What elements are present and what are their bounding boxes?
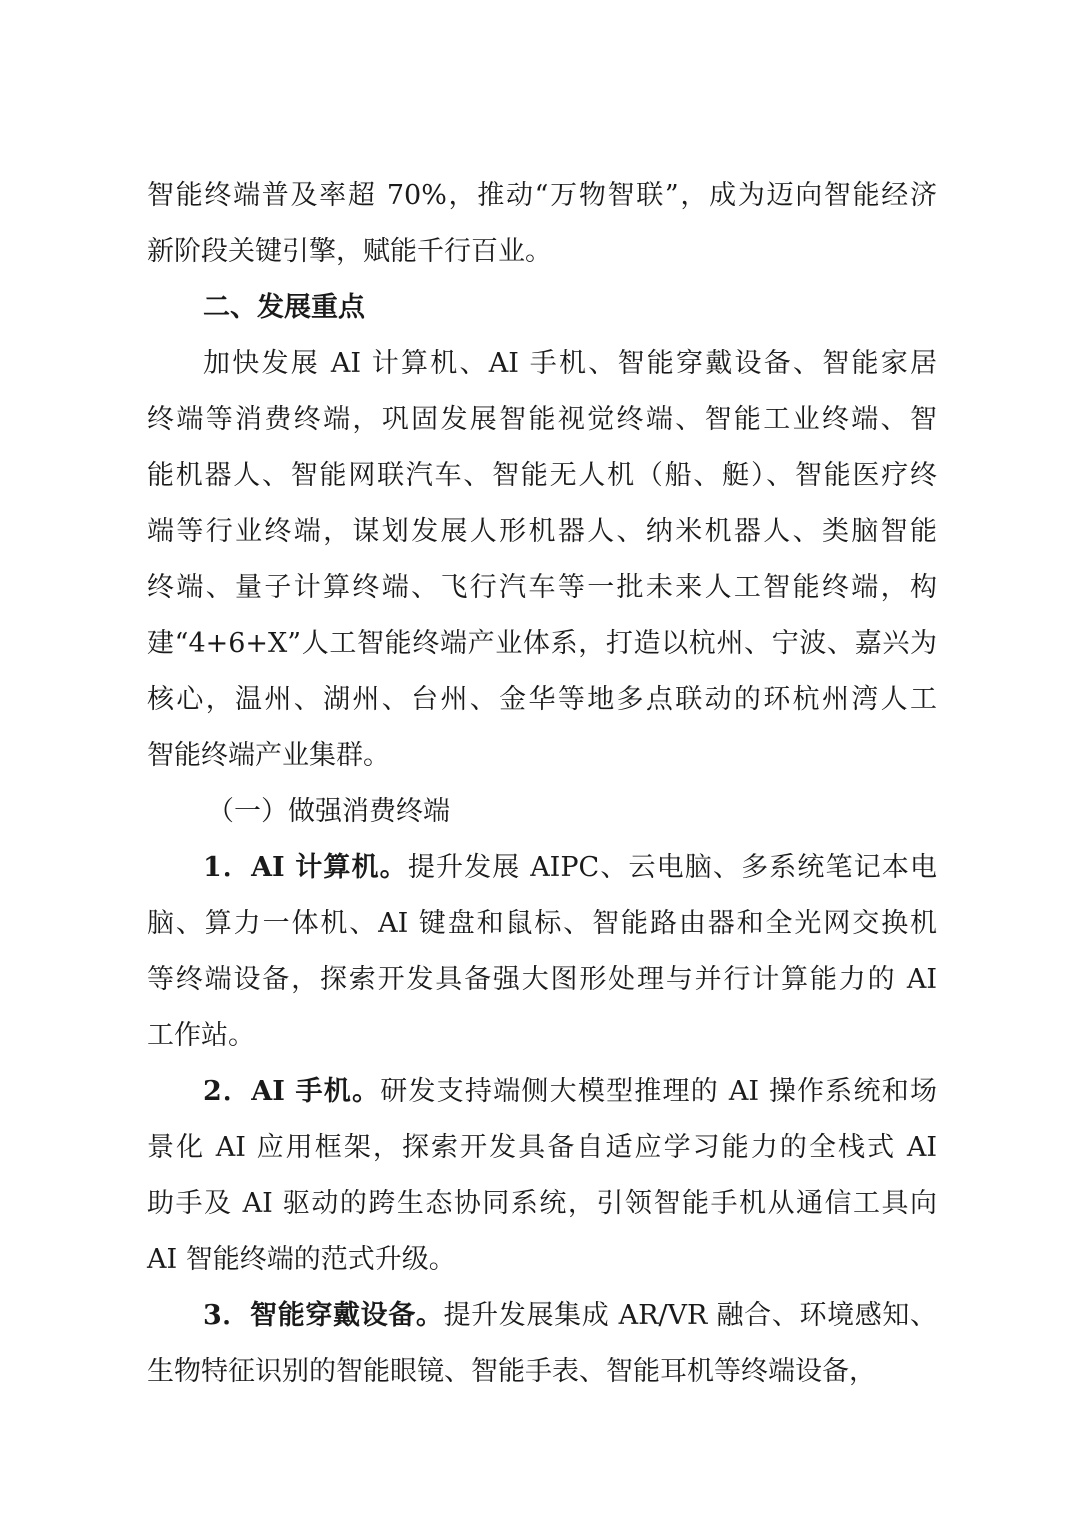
- paragraph-line: 智能终端产业集群。: [147, 740, 390, 771]
- paragraph-line: 核心，温州、湖州、台州、金华等地多点联动的环杭州湾人工: [147, 684, 937, 715]
- paragraph-line: 建“4+6+X”人工智能终端产业体系，打造以杭州、宁波、嘉兴为: [147, 628, 937, 659]
- item-line: [147, 1288, 937, 1344]
- item-line: [147, 1064, 937, 1120]
- item-label: 2．AI 手机。: [203, 1076, 381, 1107]
- item-text: 提升发展集成 AR/VR 融合、环境感知、: [443, 1300, 937, 1331]
- paragraph-line: 工作站。: [147, 1020, 255, 1051]
- paragraph-line: 景化 AI 应用框架，探索开发具备自适应学习能力的全栈式 AI: [147, 1132, 937, 1163]
- item-text: 提升发展 AIPC、云电脑、多系统笔记本电: [407, 852, 938, 883]
- item-line: [147, 840, 937, 896]
- subsection-heading: （一）做强消费终端: [207, 796, 450, 827]
- paragraph-line: 等终端设备，探索开发具备强大图形处理与并行计算能力的 AI: [147, 964, 937, 995]
- paragraph-line: 助手及 AI 驱动的跨生态协同系统，引领智能手机从通信工具向: [147, 1188, 937, 1219]
- paragraph-line: 能机器人、智能网联汽车、智能无人机（船、艇）、智能医疗终: [147, 460, 937, 491]
- paragraph-line: AI 智能终端的范式升级。: [147, 1244, 456, 1275]
- paragraph-line: 终端、量子计算终端、飞行汽车等一批未来人工智能终端，构: [147, 572, 937, 603]
- paragraph-line: 终端等消费终端，巩固发展智能视觉终端、智能工业终端、智: [147, 404, 937, 435]
- section-heading: 二、发展重点: [203, 292, 365, 323]
- document-page: [147, 168, 937, 1400]
- paragraph-line: 脑、算力一体机、AI 键盘和鼠标、智能路由器和全光网交换机: [147, 908, 937, 939]
- paragraph-line: 智能终端普及率超 70%，推动“万物智联”，成为迈向智能经济: [147, 180, 937, 211]
- item-text: 研发支持端侧大模型推理的 AI 操作系统和场: [380, 1076, 937, 1107]
- item-label: 1．AI 计算机。: [203, 852, 408, 883]
- paragraph-line: 新阶段关键引擎，赋能千行百业。: [147, 236, 552, 267]
- item-label: 3．智能穿戴设备。: [203, 1300, 444, 1331]
- paragraph-line: 生物特征识别的智能眼镜、智能手表、智能耳机等终端设备，: [147, 1356, 876, 1387]
- paragraph-line: 加快发展 AI 计算机、AI 手机、智能穿戴设备、智能家居: [203, 348, 937, 379]
- paragraph-line: 端等行业终端，谋划发展人形机器人、纳米机器人、类脑智能: [147, 516, 937, 547]
